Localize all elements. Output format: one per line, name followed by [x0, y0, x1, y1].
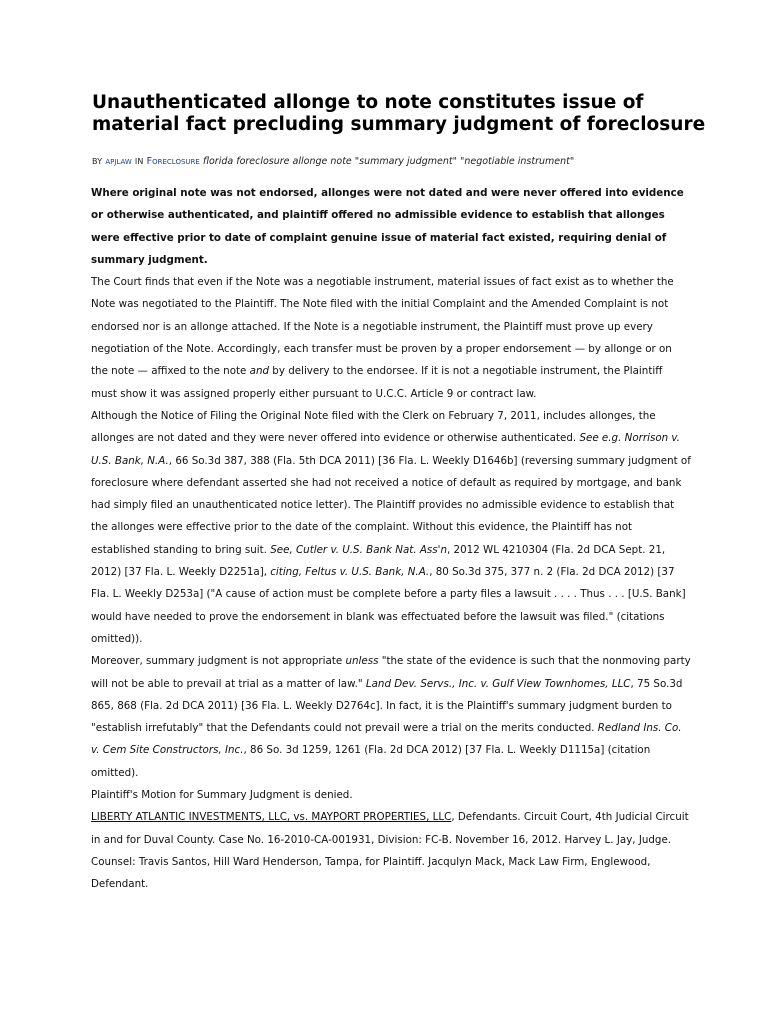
citation-land-dev: Land Dev. Servs., Inc. v. Gulf View Townhomes, LLC: [365, 677, 631, 690]
paragraph-4: Plaintiff's Motion for Summary Judgment is denied.: [91, 789, 353, 802]
citation-feltus: citing, Feltus v. U.S. Bank, N.A.: [270, 566, 430, 579]
byline-by: BY: [92, 157, 103, 166]
p3-text-c: , 75 So.3d 865, 868 (Fla. 2d DCA 2011) [36 Fla. L. Weekly D2764c]. In fact, it is the Plaintiff's summary judgment burden to "establish irrefutably" that the Defendants could not prevail were a trial on the merits conducted.: [91, 677, 683, 735]
p2-text-a: Although the Notice of Filing the Original Note filed with the Clerk on February 7, 2011, includes allonges, the allonges are not dated and they were never offered into evidence or otherwise authenticated.: [91, 409, 656, 445]
p3-text-a: Moreover, summary judgment is not appropriate: [91, 655, 346, 668]
p2-text-c: , 2012 WL 4210304 (Fla. 2d DCA Sept. 21, 2012) [37 Fla. L. Weekly D2251a],: [91, 543, 666, 579]
byline-tags: florida foreclosure allonge note "summary judgment" "negotiable instrument": [202, 156, 575, 167]
citation-cutler: See, Cutler v. U.S. Bank Nat. Ass'n: [270, 543, 447, 556]
p1-text-b: by delivery to the endorsee. If it is not a negotiable instrument, the Plaintiff must show it was assigned properly either pursuant to U.C.C. Article 9 or contract law.: [91, 365, 663, 400]
citation-norrison: See e.g. Norrison v. U.S. Bank, N.A.: [91, 432, 680, 467]
category-link[interactable]: Foreclosure: [146, 156, 200, 167]
paragraph-3: [91, 650, 691, 784]
article-byline: [92, 155, 732, 169]
byline-in: IN: [134, 157, 144, 166]
headnote-summary: Where original note was not endorsed, allonges were not dated and were never offered into evidence or otherwise authenticated, and plaintiff offered no admissible evidence to establish that allonges were effective prior to date of complaint genuine issue of material fact existed, requiring denial of summary judgment.: [91, 187, 684, 266]
author-link[interactable]: apjlaw: [105, 156, 132, 167]
article-title: Unauthenticated allonge to note constitutes issue of material fact precluding summary judgment of foreclosure: [92, 92, 706, 135]
p3-unless: unless: [345, 655, 379, 668]
p5-text-rest: , Defendants. Circuit Court, 4th Judicial Circuit in and for Duval County. Case No. 16-2010-CA-001931, Division: FC-B. November 16, 2012. Harvey L. Jay, Judge. Counsel: Travis Santos, Hill Ward Henderson, Tampa, for Plaintiff. Jacqulyn Mack, Mack Law Firm, Englewood, Defendant.: [91, 811, 689, 891]
paragraph-1: [91, 271, 691, 405]
paragraph-5: [91, 806, 691, 895]
paragraph-2: [91, 405, 691, 650]
citation-redland: Redland Ins. Co. v. Cem Site Constructors, Inc.: [91, 722, 682, 757]
p1-and: and: [249, 365, 270, 378]
p1-text-a: The Court finds that even if the Note was a negotiable instrument, material issues of fact exist as to whether the Note was negotiated to the Plaintiff. The Note filed with the initial Complaint and the Amended Complaint is not endorsed nor is an allonge attached. If the Note is a negotiable instrument, the Plaintiff must prove up every negotiation of the Note. Accordingly, each transfer must be proven by a proper endorsement — by allonge or on the note — affixed to the note: [91, 276, 674, 378]
p2-text-b: , 66 So.3d 387, 388 (Fla. 5th DCA 2011) [36 Fla. L. Weekly D1646b] (reversing summary judgment of foreclosure where defendant asserted she had not received a notice of default as required by mortgage, and bank had simply filed an unauthenticated notice letter). The Plaintiff provides no admissible evidence to establish that the allonges were effective prior to the date of the complaint. Without this evidence, the Plaintiff has not established standing to bring suit.: [91, 454, 691, 556]
p3-text-d: , 86 So. 3d 1259, 1261 (Fla. 2d DCA 2012) [37 Fla. L. Weekly D1115a] (citation omitted).: [91, 744, 651, 779]
case-name: LIBERTY ATLANTIC INVESTMENTS, LLC, vs. MAYPORT PROPERTIES, LLC: [91, 811, 452, 824]
p2-text-d: , 80 So.3d 375, 377 n. 2 (Fla. 2d DCA 2012) [37 Fla. L. Weekly D253a] ("A cause of action must be complete before a party files a lawsuit . . . . Thus . . . [U.S. Bank] would have needed to prove the endorsement in blank was effectuated before the lawsuit was filed." (citations omitted)).: [91, 566, 686, 645]
p3-text-b: "the state of the evidence is such that the nonmoving party will not be able to prevail at trial as a matter of law.": [91, 655, 691, 690]
article-body: [91, 182, 691, 896]
